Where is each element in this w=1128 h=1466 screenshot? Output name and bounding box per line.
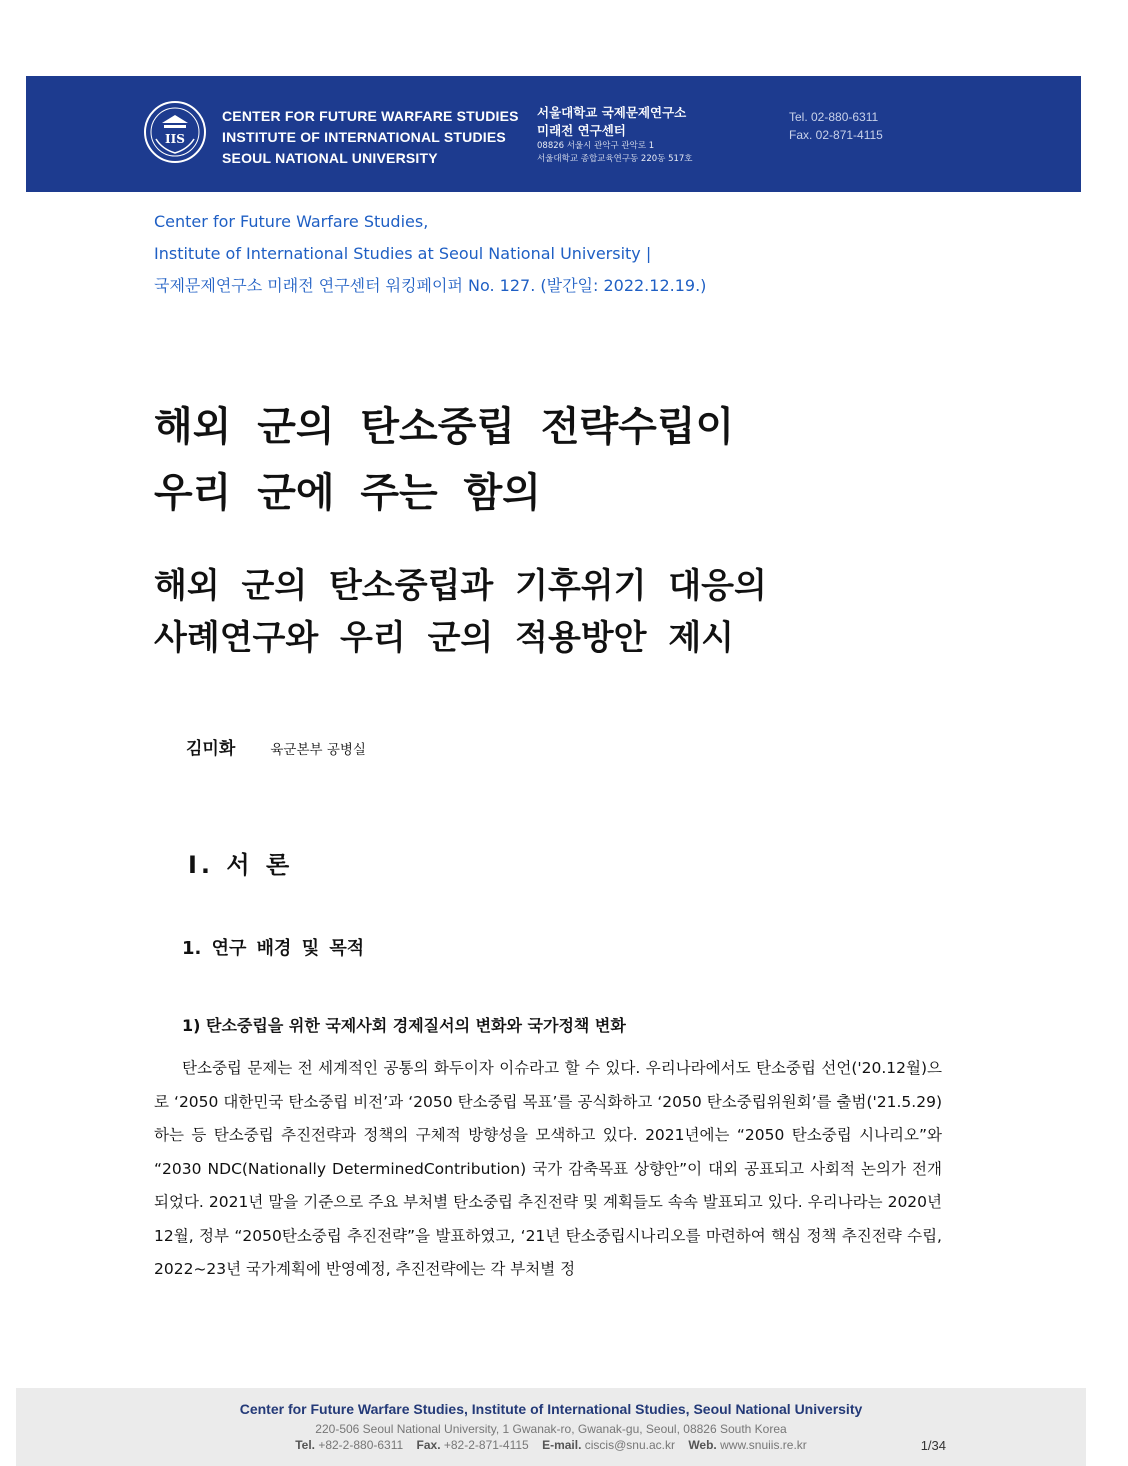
footer-email[interactable]: ciscis@snu.ac.kr — [584, 1438, 675, 1452]
institute-en-line: INSTITUTE OF INTERNATIONAL STUDIES — [222, 129, 506, 145]
page-number: 1/34 — [920, 1438, 946, 1453]
header-fax: Fax. 02-871-4115 — [789, 128, 883, 142]
institute-en-line: SEOUL NATIONAL UNIVERSITY — [222, 150, 438, 166]
footer-web[interactable]: www.snuiis.re.kr — [720, 1438, 807, 1452]
page-footer — [16, 1388, 1086, 1466]
series-line: Institute of International Studies at Seoul National University | — [154, 244, 652, 263]
snu-iis-emblem-icon — [142, 99, 208, 165]
footer-web-label: Web. — [688, 1438, 717, 1452]
institute-name-korean — [537, 104, 693, 166]
title-line: 해외 군의 탄소중립 전략수립이 — [154, 404, 735, 450]
footer-org: Center for Future Warfare Studies, Institute of International Studies, Seoul National University — [239, 1401, 863, 1417]
footer-tel-label: Tel. — [295, 1438, 315, 1452]
subtitle-line: 사례연구와 우리 군의 적용방안 제시 — [154, 618, 735, 658]
series-line: 국제문제연구소 미래전 연구센터 워킹페이퍼 No. 127. (발간일: 2022.12.19.) — [154, 276, 707, 295]
body-paragraph: 탄소중립 문제는 전 세계적인 공통의 화두이자 이슈라고 할 수 있다. 우리나라에서도 탄소중립 선언('20.12월)으로 ‘2050 대한민국 탄소중립 비전’과 ‘2050 탄소중립 목표’를 공식화하고 ‘2050 탄소중립위원회’를 출범('21.5.29)하는 등 탄소중립 추진전략과 정책의 구체적 방향성을 모색하고 있다. 2021년에는 “2050 탄소중립 시나리오”와 “2030 NDC(Nationally DeterminedContribution) 국가 감축목표 상향안”이 대외 공표되고 사회적 논의가 전개되었다. 2021년 말을 기준으로 주요 부처별 탄소중립 추진전략 및 계획들도 속속 발표되고 있다. 우리나라는 2020년 12월, 정부 “2050탄소중립 추진전략”을 발표하였고, ‘21년 탄소중립시나리오를 마련하여 핵심 정책 추진전략 수립, 2022~23년 국가계획에 반영예정, 추진전략에는 각 부처별 정 — [154, 1059, 942, 1278]
subsection-heading: 1. 연구 배경 및 목적 — [182, 938, 365, 959]
header-banner — [26, 76, 1081, 192]
institute-ko-line: 미래전 연구센터 — [537, 123, 626, 138]
footer-tel: +82-2-880-6311 — [318, 1438, 404, 1452]
logo-text: IIS — [165, 132, 185, 146]
institute-name-english — [222, 106, 519, 169]
title-line: 우리 군에 주는 함의 — [154, 470, 541, 516]
author-block — [186, 734, 366, 759]
address-line: 08826 서울시 관악구 관악로 1 — [537, 141, 655, 151]
subtitle-line: 해외 군의 탄소중립과 기후위기 대응의 — [154, 566, 767, 606]
section-heading: Ⅰ. 서 론 — [188, 851, 294, 879]
paper-subtitle — [154, 560, 767, 664]
subsubsection-heading: 1) 탄소중립을 위한 국제사회 경제질서의 변화와 국가정책 변화 — [182, 1016, 626, 1035]
series-info — [154, 206, 706, 302]
paper-title — [154, 394, 734, 526]
author-name: 김미화 — [186, 739, 236, 759]
address-line: 서울대학교 종합교육연구동 220동 517호 — [537, 154, 693, 164]
author-affiliation: 육군본부 공병실 — [270, 742, 366, 758]
footer-fax-label: Fax. — [416, 1438, 441, 1452]
footer-fax: +82-2-871-4115 — [443, 1438, 529, 1452]
header-tel: Tel. 02-880-6311 — [789, 110, 879, 124]
institute-ko-line: 서울대학교 국제문제연구소 — [537, 105, 687, 120]
institute-en-line: CENTER FOR FUTURE WARFARE STUDIES — [222, 108, 519, 124]
footer-address: 220-506 Seoul National University, 1 Gwanak-ro, Gwanak-gu, Seoul, 08826 South Korea — [315, 1422, 787, 1436]
footer-email-label: E-mail. — [542, 1438, 582, 1452]
header-contact — [789, 108, 883, 144]
series-line: Center for Future Warfare Studies, — [154, 212, 429, 231]
